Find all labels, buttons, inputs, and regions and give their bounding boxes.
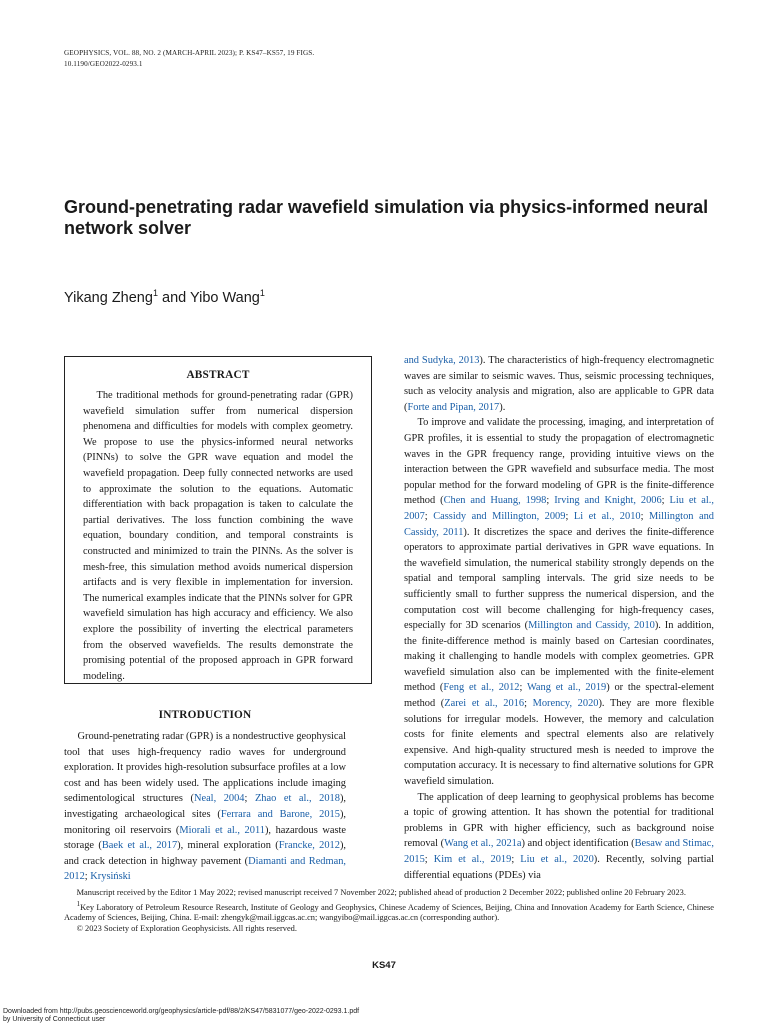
footnotes	[64, 888, 714, 934]
author-name: Yikang Zheng	[64, 289, 153, 306]
citation-link[interactable]: Baek et al., 2017	[101, 840, 178, 852]
affiliation-note	[64, 899, 714, 924]
paragraph-text: ). The characteristics of high-frequency electromagnetic waves are similar to seismic waves. Thus, seismic processing techniques, such as velocity analysis and migration, also are applicable to GPR data (	[404, 355, 714, 413]
introduction-heading: INTRODUCTION	[158, 709, 252, 721]
citation-link[interactable]: Diamanti and Redman, 2012	[64, 855, 346, 883]
citation-link[interactable]: Morency, 2020	[532, 698, 599, 710]
doi: 10.1190/GEO2022-0293.1	[64, 60, 143, 68]
citation-link[interactable]: Li et al., 2010	[573, 510, 641, 522]
citation-link[interactable]: Zarei et al., 2016	[444, 698, 525, 710]
abstract-text: The traditional methods for ground-penetrating radar (GPR) wavefield simulation suffer from numerical dispersion phenomena and difficulties for models with complex geometry. We propose to use the physics-informed neural networks (PINNs) to solve the GPR wave equation and model the wavefield propagation. Deep fully connected networks are used to approximate the solution to the equations. Automatic differentiation with back propagation is taken to calculate the partial derivatives. The loss function combining the wave equation, boundary condition, and temporal constraints is constructed and minimized to train the PINNs. As the solver is mesh-free, this simulation method avoids numerical dispersion artifacts and is very flexible in implementation for inversion. The numerical examples indicate that the PINNs solver for GPR wavefield simulation has high accuracy and efficiency. We also explore the possibility of inverting the electrical parameters from the observed wavefields. The results demonstrate the promising potential of the proposed approach in GPR forward modeling.	[83, 390, 353, 682]
citation-link[interactable]: Chen and Huang, 1998	[443, 495, 547, 507]
author-list	[64, 288, 265, 306]
paragraph-text: To improve and validate the processing, imaging, and interpretation of GPR profiles, it is essential to study the propagation of electromagnetic waves in the GPR frequency range, providing intuitive views on the interaction between the GPR wavefield and subsurface media. The most popular method for the forward modeling of GPR is the finite-difference method (	[404, 417, 714, 507]
paragraph-text: ;	[424, 854, 434, 865]
abstract-heading: ABSTRACT	[186, 369, 250, 381]
citation-link[interactable]: Neal, 2004	[193, 793, 245, 805]
citation-link[interactable]: Millington and Cassidy, 2010	[528, 620, 655, 632]
paragraph-text: ;	[84, 871, 91, 883]
affiliation-mark: 1	[76, 899, 81, 908]
paragraph-text: ;	[546, 495, 555, 507]
paragraph-text: ;	[640, 510, 649, 522]
paragraph-text: ), and crack detection in highway pavement (	[64, 840, 346, 867]
paragraph-text: ).	[499, 401, 506, 413]
paragraph-text: ;	[244, 793, 255, 805]
paragraph-text: ) and object identification (	[521, 838, 635, 850]
paragraph-text: ), hazardous waste storage (	[64, 824, 346, 852]
paragraph-text: ). In addition, the finite-difference method is mainly based on Cartesian coordinates, making it challenging to handle models with complex geometries. GPR wavefield simulation also can be implemented with the finite-element method (	[404, 620, 715, 694]
paragraph-text: ). They are more flexible solutions for irregular models. However, the memory and calculation costs for finite elements and spectral elements also are relatively expensive. And high-quality structured mesh is needed to improve the computation accuracy. It is necessary to find alternative solutions for GPR wavefield simulation.	[404, 698, 714, 788]
paragraph-text: Ground-penetrating radar (GPR) is a nondestructive geophysical tool that uses high-frequency radio waves for underground exploration. It provides high-resolution subsurface profiles at a low cost and has been widely used. The applications include imaging sedimentological structures (	[64, 731, 346, 805]
paragraph-text: ). It discretizes the space and derives the finite-difference operators to approximate partial derivatives in GPR wave equations. In the wavefield simulation, the numerical stability strongly depends on the spatial and temporal sampling intervals. The grid size needs to be sufficiently small to further suppress the numerical dispersion, and the computation cost will become challenging for high-frequency cases, especially for 3D scenarios (	[404, 526, 714, 632]
download-url[interactable]: Downloaded from http://pubs.geoscienceworld.org/geophysics/article-pdf/88/2/KS47/5831077/geo-2022-0293.1.pdf	[3, 1008, 360, 1015]
citation-link[interactable]: Irving and Knight, 2006	[554, 495, 662, 507]
affiliation-mark: 1	[259, 288, 265, 298]
citation-link[interactable]: Forte and Pipan, 2017	[407, 401, 500, 413]
introduction-section	[64, 709, 346, 885]
citation-link[interactable]: Besaw and Stimac, 2015	[404, 838, 714, 865]
citation-link[interactable]: Millington and Cassidy, 2011	[404, 510, 714, 538]
affiliation-mark: 1	[152, 288, 158, 298]
paragraph-text: ;	[565, 510, 574, 522]
paragraph-text: ;	[511, 854, 521, 865]
abstract-box	[64, 356, 372, 684]
paper-title: Ground-penetrating radar wavefield simulation via physics-informed neural network solver	[64, 197, 709, 238]
citation-link[interactable]: Kim et al., 2019	[433, 854, 512, 865]
download-note	[3, 1008, 359, 1024]
right-paragraph	[404, 790, 714, 884]
citation-link[interactable]: and Sudyka, 2013	[404, 355, 480, 366]
citation-link[interactable]: Miorali et al., 2011	[179, 824, 265, 836]
page-number: KS47	[372, 960, 396, 971]
paragraph-text: ). Recently, solving partial differential equations (PDEs) via	[404, 854, 714, 881]
paragraph-text: The application of deep learning to geophysical problems has become a topic of growing attention. It has shown the potential for traditional problems in GPR with higher efficiency, such as background noise removal (	[404, 791, 714, 850]
citation-link[interactable]: Zhao et al., 2018	[254, 793, 340, 805]
affiliation-text: Key Laboratory of Petroleum Resource Research, Institute of Geology and Geophysics, Chinese Academy of Sciences, Beijing, China and Innovation Academy for Earth Science, Chinese Academy of Sciences, Beijing, China. E-mail: zhengyk@mail.iggcas.ac.cn; wangyibo@mail.iggcas.ac.cn (corresponding author).	[64, 902, 714, 922]
citation-link[interactable]: Feng et al., 2012	[443, 682, 520, 694]
received-note: Manuscript received by the Editor 1 May 2022; revised manuscript received 7 November 2022; published ahead of production 2 December 2022; published online 20 February 2023.	[76, 888, 686, 897]
paragraph-text: ), investigating archaeological sites (	[64, 793, 346, 820]
copyright-note: © 2023 Society of Exploration Geophysicists. All rights reserved.	[76, 923, 297, 933]
paragraph-text: ) or the spectral-element method (	[404, 682, 714, 710]
intro-paragraph	[64, 729, 346, 885]
citation-link[interactable]: Francke, 2012	[278, 840, 340, 852]
paragraph-text: ), monitoring oil reservoirs (	[64, 808, 346, 836]
right-column	[404, 353, 714, 883]
right-paragraph-continued	[404, 353, 714, 415]
paragraph-text: ), mineral exploration (	[177, 840, 279, 852]
journal-header	[64, 48, 314, 70]
download-user: by University of Connecticut user	[3, 1016, 106, 1023]
citation-link[interactable]: Wang et al., 2021a	[444, 838, 522, 850]
journal-citation: GEOPHYSICS, VOL. 88, NO. 2 (MARCH-APRIL 2023); P. KS47–KS57, 19 FIGS.	[64, 49, 315, 57]
paragraph-text: ;	[424, 510, 434, 522]
citation-link[interactable]: Liu et al., 2020	[520, 854, 594, 865]
citation-link[interactable]: Krysiński	[90, 871, 131, 883]
author-joiner: and	[162, 289, 187, 306]
citation-link[interactable]: Liu et al., 2007	[404, 495, 714, 522]
citation-link[interactable]: Wang et al., 2019	[526, 682, 607, 694]
author-name: Yibo Wang	[189, 289, 260, 306]
paragraph-text: ;	[519, 682, 527, 694]
paragraph-text: ;	[661, 495, 670, 507]
right-paragraph	[404, 415, 714, 789]
paragraph-text: ;	[524, 698, 533, 710]
citation-link[interactable]: Ferrara and Barone, 2015	[220, 808, 340, 820]
citation-link[interactable]: Cassidy and Millington, 2009	[433, 510, 566, 522]
